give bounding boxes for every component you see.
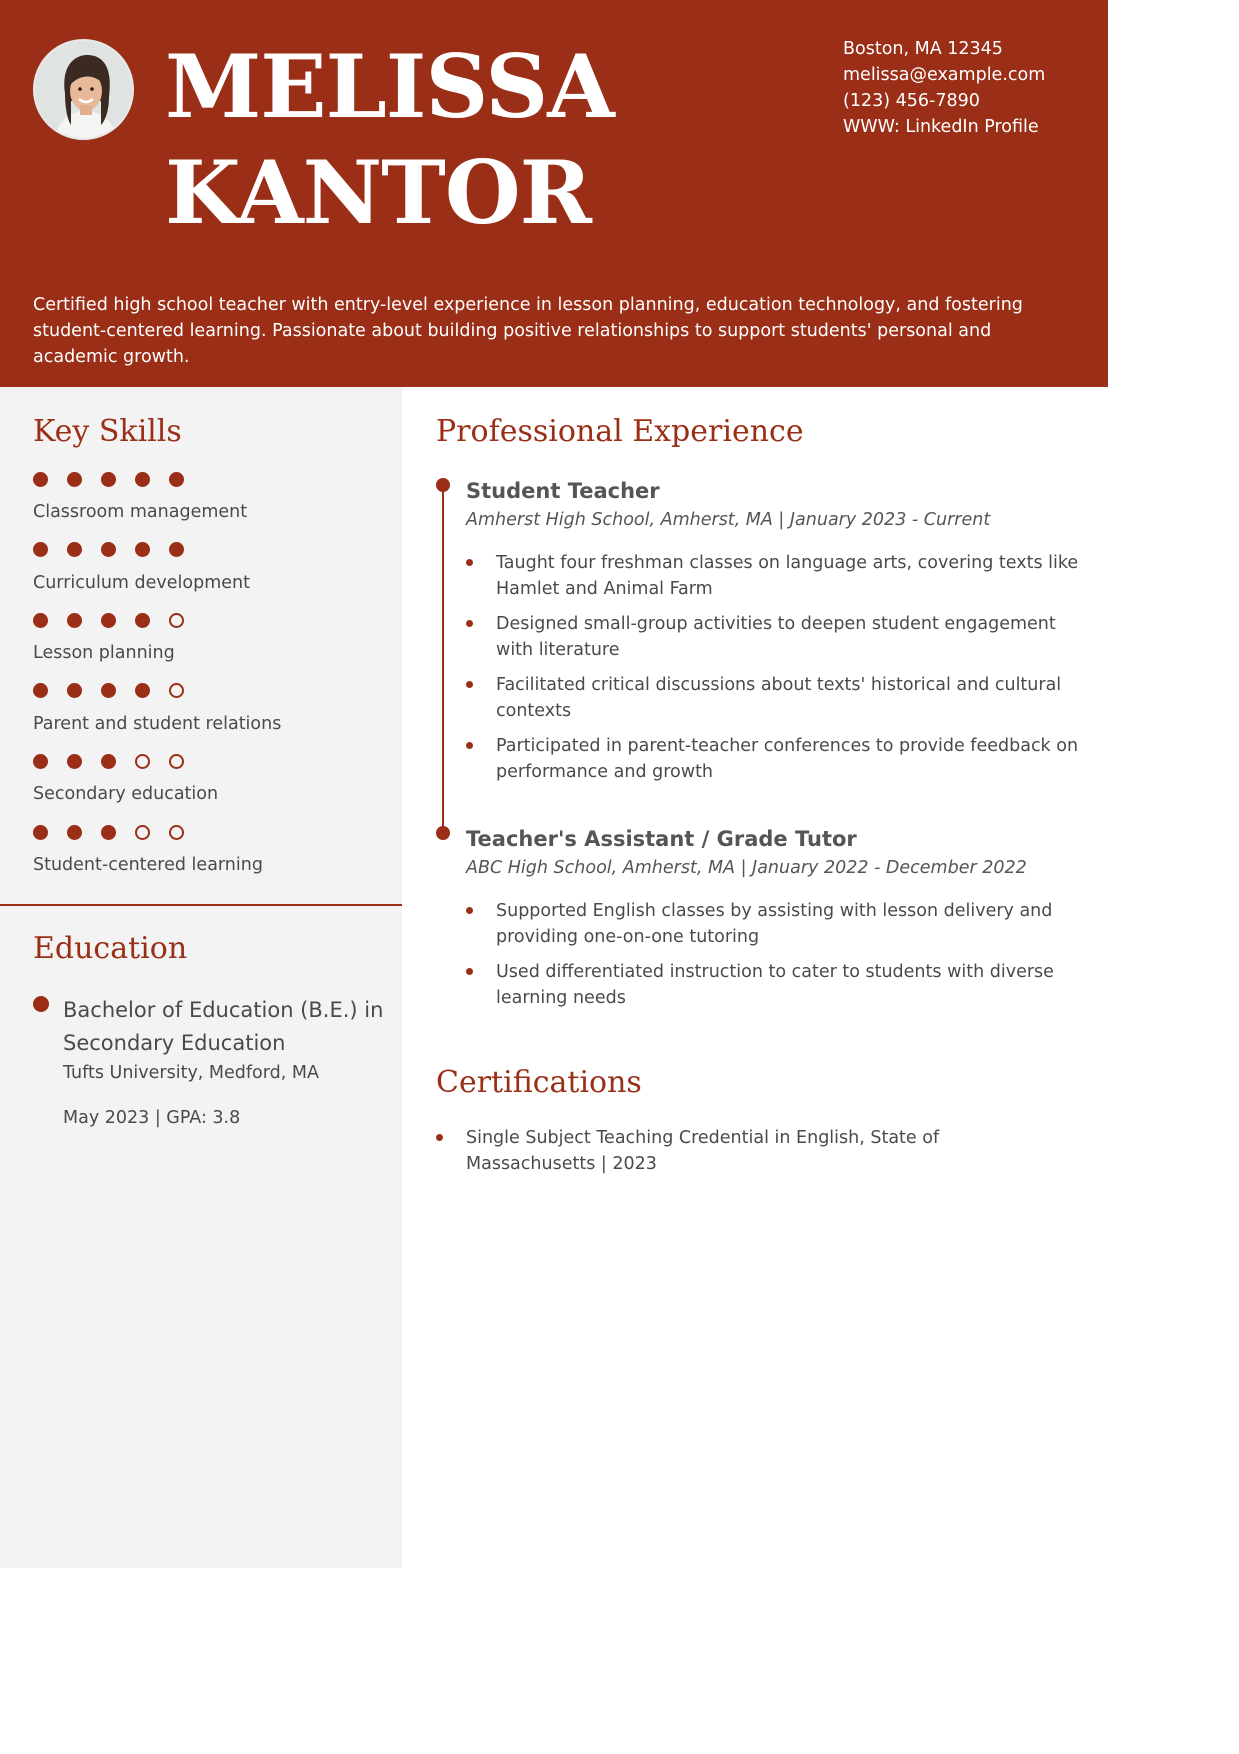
list-item (466, 898, 1086, 950)
contact-website[interactable]: WWW: LinkedIn Profile (843, 117, 1039, 137)
rating-filled-dot (67, 825, 82, 840)
rating-filled-dot (67, 613, 82, 628)
first-name: MELISSA (165, 35, 614, 138)
rating-filled-dot (67, 754, 82, 769)
bullet-icon (466, 742, 473, 749)
timeline-dot (436, 478, 450, 492)
skill-label: Classroom management (33, 502, 248, 522)
experience-heading: Professional Experience (436, 414, 804, 449)
rating-filled-dot (33, 613, 48, 628)
skill-rating (33, 470, 393, 488)
section-divider (0, 904, 402, 906)
rating-filled-dot (67, 472, 82, 487)
education-date-gpa: May 2023 | GPA: 3.8 (63, 1108, 241, 1128)
job-entry (436, 479, 1086, 794)
skill-item (33, 611, 393, 663)
rating-filled-dot (33, 542, 48, 557)
contact-phone: (123) 456-7890 (843, 91, 980, 111)
bullet-text: Supported English classes by assisting with lesson delivery and providing one-on-one tutoring (496, 901, 1053, 947)
rating-filled-dot (135, 683, 150, 698)
skill-rating (33, 752, 393, 770)
list-item (466, 611, 1086, 663)
bullet-icon (466, 681, 473, 688)
certification-text: Single Subject Teaching Credential in English, State of Massachusetts | 2023 (466, 1128, 940, 1174)
rating-filled-dot (101, 472, 116, 487)
bullet-icon (466, 907, 473, 914)
bullet-icon (33, 996, 49, 1012)
skill-label: Parent and student relations (33, 713, 282, 734)
skills-heading: Key Skills (33, 414, 182, 449)
resume-header (0, 0, 1108, 387)
job-entry (436, 827, 1086, 1020)
rating-filled-dot (33, 754, 48, 769)
job-meta: Amherst High School, Amherst, MA | January 2023 - Current (466, 510, 991, 530)
bullet-text: Participated in parent-teacher conferences to provide feedback on performance and growth (496, 736, 1079, 782)
contact-info (843, 36, 1045, 140)
bullet-text: Designed small-group activities to deepen student engagement with literature (496, 614, 1056, 660)
bullet-text: Facilitated critical discussions about texts' historical and cultural contexts (496, 675, 1062, 721)
rating-empty-dot (135, 825, 150, 840)
skill-rating (33, 541, 393, 559)
bullet-text: Used differentiated instruction to cater to students with diverse learning needs (496, 962, 1054, 1008)
skill-item (33, 752, 393, 804)
timeline-dot (436, 826, 450, 840)
job-meta: ABC High School, Amherst, MA | January 2022 - December 2022 (466, 858, 1027, 878)
rating-filled-dot (135, 472, 150, 487)
rating-empty-dot (169, 613, 184, 628)
rating-filled-dot (101, 825, 116, 840)
job-bullets (466, 550, 1086, 785)
certifications-list (436, 1125, 1036, 1177)
skill-rating (33, 823, 393, 841)
certifications-heading: Certifications (436, 1065, 642, 1100)
education-heading: Education (33, 931, 188, 966)
job-bullets (466, 898, 1086, 1011)
skill-label: Secondary education (33, 784, 219, 805)
bullet-text: Taught four freshman classes on language arts, covering texts like Hamlet and Animal Farm (496, 553, 1079, 599)
job-title: Teacher's Assistant / Grade Tutor (466, 827, 857, 851)
skill-label: Student-centered learning (33, 855, 263, 875)
rating-empty-dot (169, 754, 184, 769)
rating-empty-dot (169, 825, 184, 840)
rating-filled-dot (135, 613, 150, 628)
rating-filled-dot (101, 542, 116, 557)
rating-filled-dot (33, 683, 48, 698)
candidate-name (165, 34, 614, 246)
bullet-icon (466, 968, 473, 975)
rating-empty-dot (135, 754, 150, 769)
skill-item (33, 470, 393, 522)
summary-text: Certified high school teacher with entry-level experience in lesson planning, education technology, and fostering student-centered learning. Passionate about building positive relationships to support students' personal and academic growth. (33, 295, 1023, 367)
skill-label: Lesson planning (33, 643, 175, 664)
bullet-icon (466, 620, 473, 627)
skill-rating (33, 682, 393, 700)
rating-filled-dot (135, 542, 150, 557)
skill-label: Curriculum development (33, 572, 250, 593)
rating-filled-dot (67, 542, 82, 557)
rating-empty-dot (169, 683, 184, 698)
rating-filled-dot (169, 472, 184, 487)
rating-filled-dot (101, 683, 116, 698)
profile-photo (33, 39, 134, 140)
bullet-icon (436, 1134, 443, 1141)
education-school: Tufts University, Medford, MA (63, 1063, 319, 1083)
education-entry (33, 994, 393, 1131)
list-item (466, 959, 1086, 1011)
bullet-icon (466, 559, 473, 566)
list-item (466, 733, 1086, 785)
list-item (466, 550, 1086, 602)
rating-filled-dot (101, 613, 116, 628)
rating-filled-dot (33, 472, 48, 487)
contact-email[interactable]: melissa@example.com (843, 65, 1046, 85)
skill-item (33, 682, 393, 734)
rating-filled-dot (101, 754, 116, 769)
rating-filled-dot (67, 683, 82, 698)
rating-filled-dot (33, 825, 48, 840)
list-item (466, 672, 1086, 724)
job-title: Student Teacher (466, 479, 660, 503)
rating-filled-dot (169, 542, 184, 557)
list-item (436, 1125, 1036, 1177)
skill-item (33, 823, 393, 875)
education-degree: Bachelor of Education (B.E.) in Secondary Education (63, 998, 384, 1055)
skill-rating (33, 611, 393, 629)
last-name: KANTOR (165, 141, 591, 244)
contact-location: Boston, MA 12345 (843, 39, 1003, 59)
skill-item (33, 541, 393, 593)
